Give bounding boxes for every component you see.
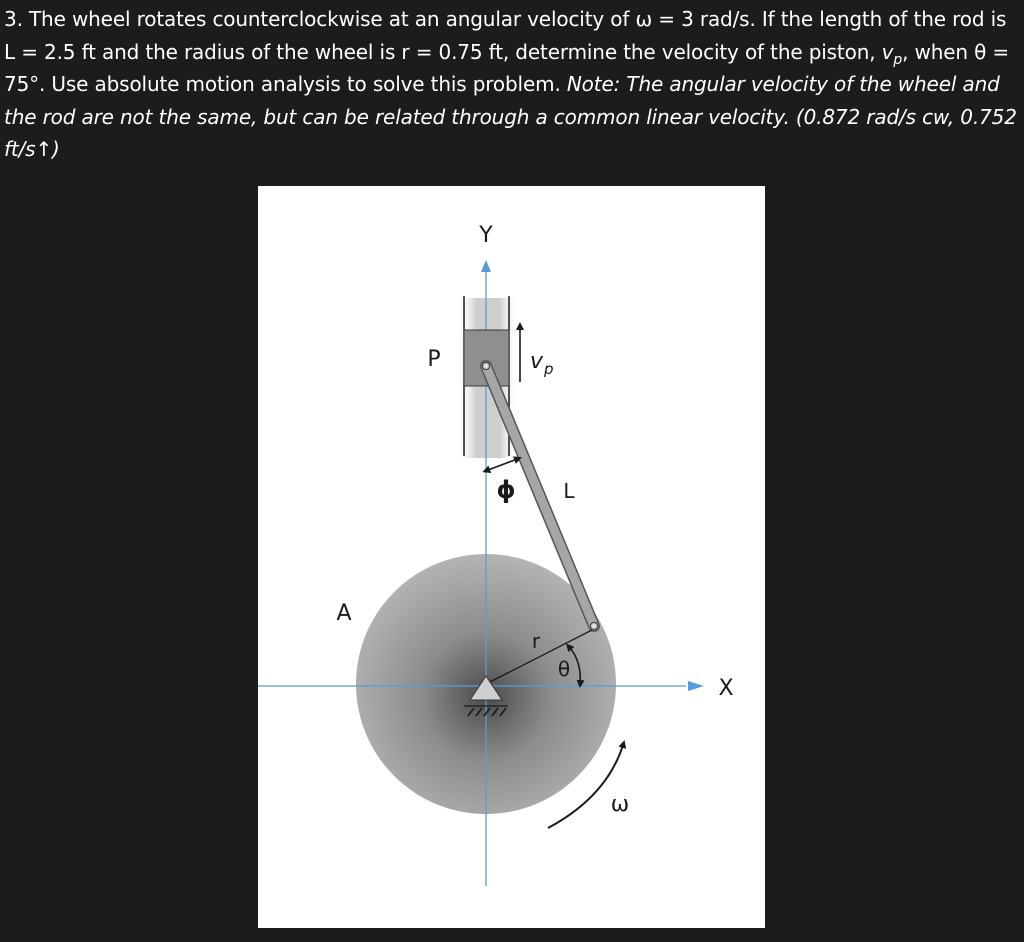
y-axis-arrowhead [481,260,491,272]
x-axis-label: X [718,676,734,701]
problem-text-part-1: 3. The wheel rotates counterclockwise at an angular velocity of ω = 3 rad/s. If the length of the rod is L = 2.5 ft and the radius of the wheel is r = 0.75 ft, determine the velocity of the piston, [4,7,1007,64]
phi-label: ϕ [496,476,516,504]
problem-statement [4,3,1022,166]
problem-text-part-2: , when θ = 75°. Use absolute motion analysis to solve this problem. [4,39,1010,96]
y-axis-label: Y [479,223,493,248]
wheel-label-a: A [336,601,352,626]
theta-label: θ [557,657,571,681]
mechanism-diagram [258,186,765,928]
problem-note: Note: The angular velocity of the wheel and the rod are not the same, but can be related through a common linear velocity. (0.872 rad/s cw, 0.752 ft/s↑) [4,72,1017,161]
crank-pin [591,623,598,630]
piston-velocity-label: $v_p$ [530,349,554,378]
piston-label: P [427,347,441,372]
radius-label: r [531,629,541,653]
mechanism-figure [258,186,765,928]
phi-angle-arrow [488,458,520,470]
omega-label: ω [610,792,630,817]
rod-length-label: L [563,479,575,503]
x-axis-arrowhead [688,681,704,691]
piston-velocity-symbol: $v_p$ [881,39,903,68]
piston-pin [483,363,490,370]
